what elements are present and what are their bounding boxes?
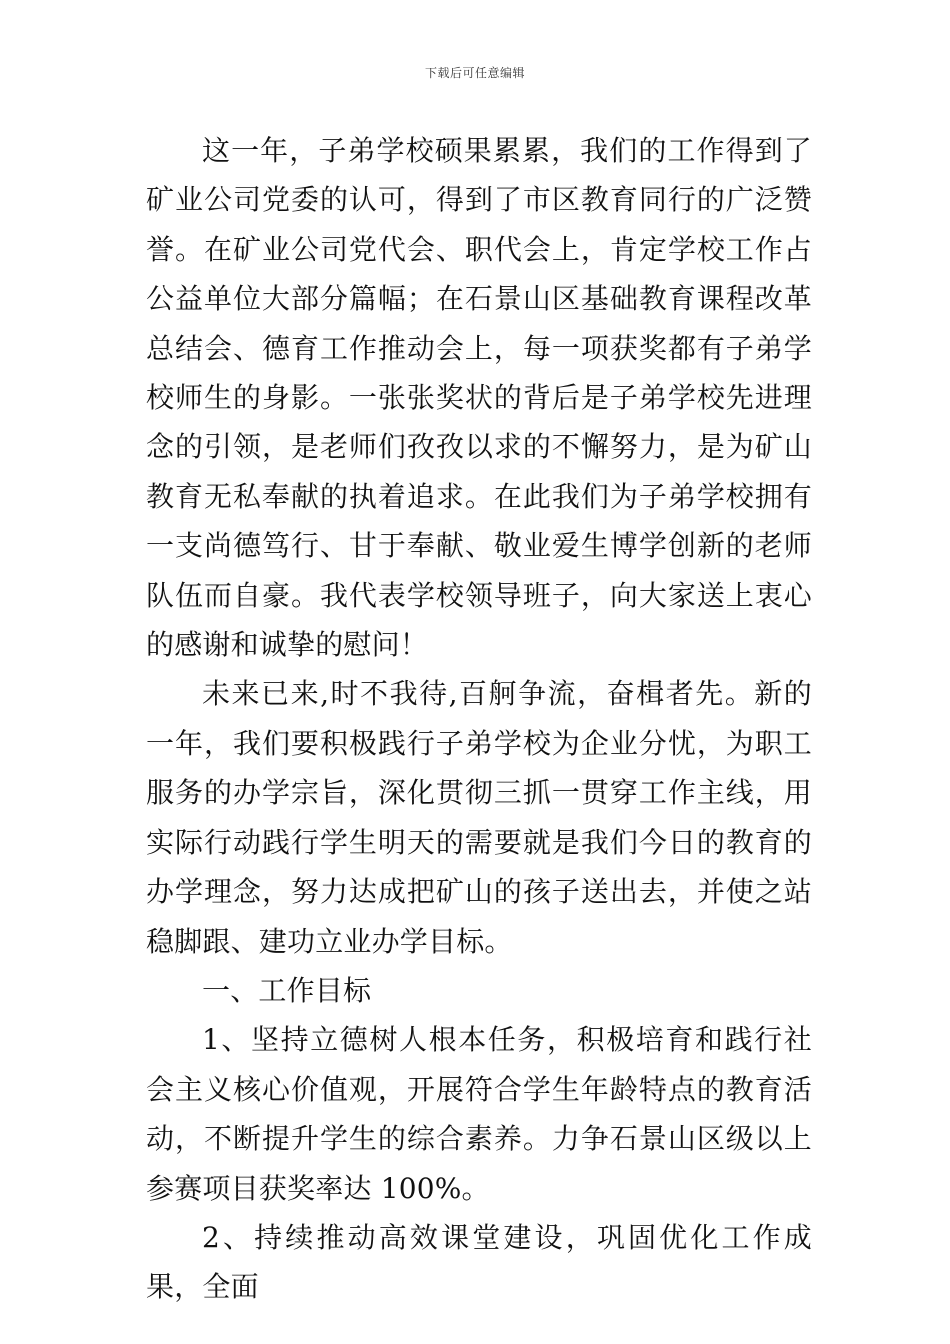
section-heading-work-goals: 一、工作目标	[202, 973, 372, 1007]
document-body	[146, 126, 812, 1312]
header-note: 下载后可任意编辑	[424, 66, 525, 80]
goal-item-1: 1、坚持立德树人根本任务，积极培育和践行社会主义核心价值观，开展符合学生年龄特点的教育活动，不断提升学生的综合素养。力争石景山区级以上参赛项目获奖率达 100%。	[146, 1023, 812, 1205]
paragraph-achievements: 这一年，子弟学校硕果累累，我们的工作得到了矿业公司党委的认可，得到了市区教育同行的广泛赞誉。在矿业公司党代会、职代会上，肯定学校工作占公益单位大部分篇幅；在石景山区基础教育课程改革总结会、德育工作推动会上，每一项获奖都有子弟学校师生的身影。一张张奖状的背后是子弟学校先进理念的引领，是老师们孜孜以求的不懈努力，是为矿山教育无私奉献的执着追求。在此我们为子弟学校拥有一支尚德笃行、甘于奉献、敬业爱生博学创新的老师队伍而自豪。我代表学校领导班子，向大家送上衷心的感谢和诚挚的慰问！	[146, 134, 812, 662]
goal-item-2: 2、持续推动高效课堂建设，巩固优化工作成果，全面	[146, 1220, 812, 1304]
paragraph-future: 未来已来,时不我待,百舸争流，奋楫者先。新的一年，我们要积极践行子弟学校为企业分忧，为职工服务的办学宗旨，深化贯彻三抓一贯穿工作主线，用实际行动践行学生明天的需要就是我们今日的教育的办学理念，努力达成把矿山的孩子送出去，并使之站稳脚跟、建功立业办学目标。	[146, 677, 812, 958]
